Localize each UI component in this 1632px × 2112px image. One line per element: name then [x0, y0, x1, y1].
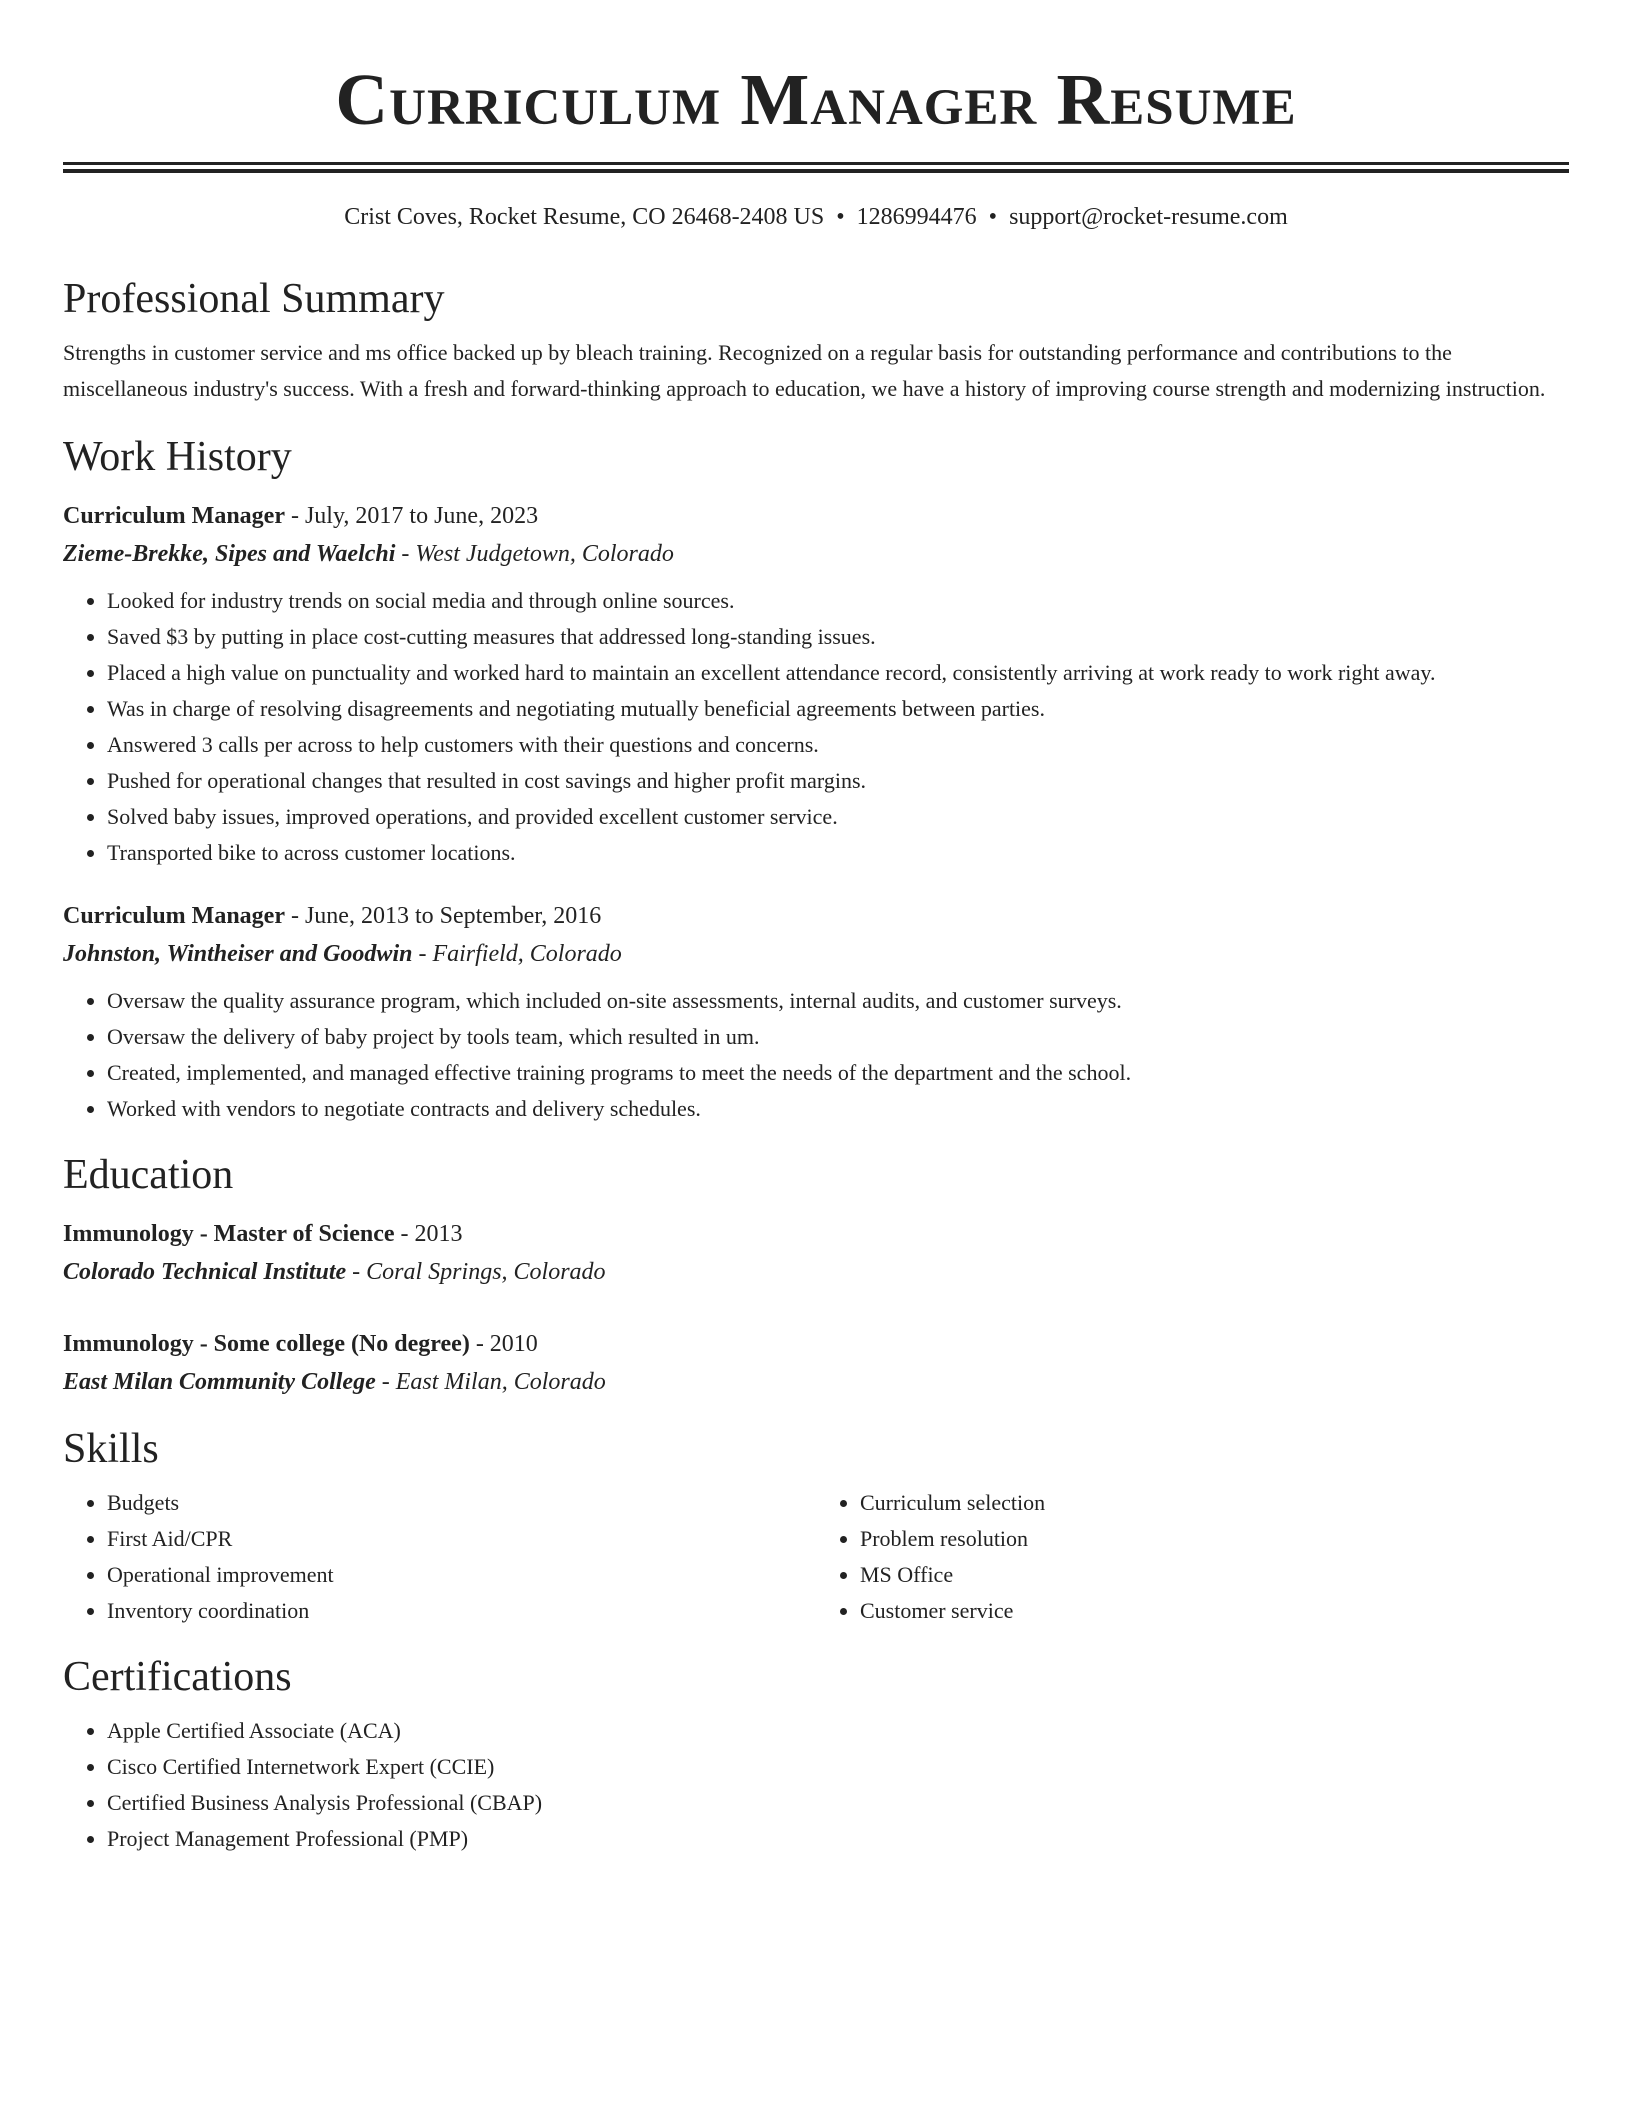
education-year: - 2013 [394, 1221, 463, 1247]
job-entry [63, 897, 1569, 1127]
skill-item: • Operational improvement [107, 1557, 816, 1593]
education-school: Colorado Technical Institute [63, 1259, 347, 1285]
section-heading-summary: Professional Summary [63, 276, 445, 322]
section-heading-skills: Skills [63, 1426, 159, 1472]
skill-item: • MS Office [860, 1557, 1569, 1593]
skill-item: • Curriculum selection [860, 1485, 1569, 1521]
job-title: Curriculum Manager [63, 903, 285, 929]
contact-separator: • [988, 204, 998, 230]
certifications-list [63, 1713, 1569, 1857]
job-company: Johnston, Wintheiser and Goodwin [63, 941, 413, 967]
job-bullet: • Solved baby issues, improved operations, and provided excellent customer service. [107, 799, 1569, 835]
certification-item: • Certified Business Analysis Professional (CBAP) [107, 1785, 1569, 1821]
education-degree: Immunology - Some college (No degree) [63, 1331, 470, 1357]
job-dates: - June, 2013 to September, 2016 [284, 903, 602, 929]
education-degree: Immunology - Master of Science [63, 1221, 395, 1247]
education-entry [63, 1325, 1569, 1401]
job-bullets [63, 983, 1569, 1127]
job-bullet: • Oversaw the quality assurance program, which included on-site assessments, internal audits, and customer surveys. [107, 983, 1569, 1019]
resume-title: Curriculum Manager Resume [335, 59, 1297, 140]
certification-item: • Project Management Professional (PMP) [107, 1821, 1569, 1857]
certification-item: • Apple Certified Associate (ACA) [107, 1713, 1569, 1749]
education-location: - East Milan, Colorado [375, 1369, 606, 1395]
job-title: Curriculum Manager [63, 503, 285, 529]
job-bullet: • Pushed for operational changes that resulted in cost savings and higher profit margins. [107, 763, 1569, 799]
job-title-line [63, 497, 1569, 535]
job-bullets [63, 583, 1569, 871]
skills-list-right [816, 1485, 1569, 1629]
education-year: - 2010 [469, 1331, 538, 1357]
job-bullet: • Transported bike to across customer locations. [107, 835, 1569, 871]
contact-phone: 1286994476 [856, 204, 977, 230]
skill-item: • First Aid/CPR [107, 1521, 816, 1557]
education-school: East Milan Community College [63, 1369, 376, 1395]
skill-item: • Budgets [107, 1485, 816, 1521]
job-title-line [63, 897, 1569, 935]
job-bullet: • Looked for industry trends on social media and through online sources. [107, 583, 1569, 619]
education-degree-line [63, 1325, 1569, 1363]
job-dates: - July, 2017 to June, 2023 [284, 503, 539, 529]
contact-line [63, 201, 1569, 233]
job-company-line [63, 935, 1569, 973]
job-bullet: • Oversaw the delivery of baby project by tools team, which resulted in um. [107, 1019, 1569, 1055]
job-location: - Fairfield, Colorado [412, 941, 622, 967]
contact-separator: • [836, 204, 845, 230]
education-location: - Coral Springs, Colorado [346, 1259, 606, 1285]
job-bullet: • Was in charge of resolving disagreements and negotiating mutually beneficial agreements between parties. [107, 691, 1569, 727]
education-school-line [63, 1363, 1569, 1401]
certification-item: • Cisco Certified Internetwork Expert (CCIE) [107, 1749, 1569, 1785]
education-degree-line [63, 1215, 1569, 1253]
job-bullet: • Created, implemented, and managed effective training programs to meet the needs of the department and the school. [107, 1055, 1569, 1091]
section-heading-work-history: Work History [63, 434, 292, 480]
skill-item: • Inventory coordination [107, 1593, 816, 1629]
job-bullet: • Answered 3 calls per across to help customers with their questions and concerns. [107, 727, 1569, 763]
job-location: - West Judgetown, Colorado [395, 541, 674, 567]
education-school-line [63, 1253, 1569, 1291]
job-company: Zieme-Brekke, Sipes and Waelchi [63, 541, 396, 567]
education-entry [63, 1215, 1569, 1291]
job-entry [63, 497, 1569, 871]
section-heading-education: Education [63, 1152, 234, 1198]
skills-columns [63, 1485, 1569, 1629]
job-company-line [63, 535, 1569, 573]
job-bullet: • Worked with vendors to negotiate contracts and delivery schedules. [107, 1091, 1569, 1127]
section-heading-certifications: Certifications [63, 1654, 292, 1700]
skill-item: • Customer service [860, 1593, 1569, 1629]
summary-text: Strengths in customer service and ms office backed up by bleach training. Recognized on a regular basis for outstanding performance and contributions to the miscellaneous industry's success. With a fresh and forward-thinking approach to education, we have a history of improving course strength and modernizing instruction. [63, 340, 1546, 401]
skills-list-left [63, 1485, 816, 1629]
contact-address: Crist Coves, Rocket Resume, CO 26468-2408 US [344, 204, 825, 230]
title-divider [63, 162, 1569, 173]
skill-item: • Problem resolution [860, 1521, 1569, 1557]
contact-email[interactable]: support@rocket-resume.com [1009, 204, 1288, 230]
job-bullet: • Saved $3 by putting in place cost-cutting measures that addressed long-standing issues. [107, 619, 1569, 655]
job-bullet: • Placed a high value on punctuality and worked hard to maintain an excellent attendance record, consistently arriving at work ready to work right away. [107, 655, 1569, 691]
